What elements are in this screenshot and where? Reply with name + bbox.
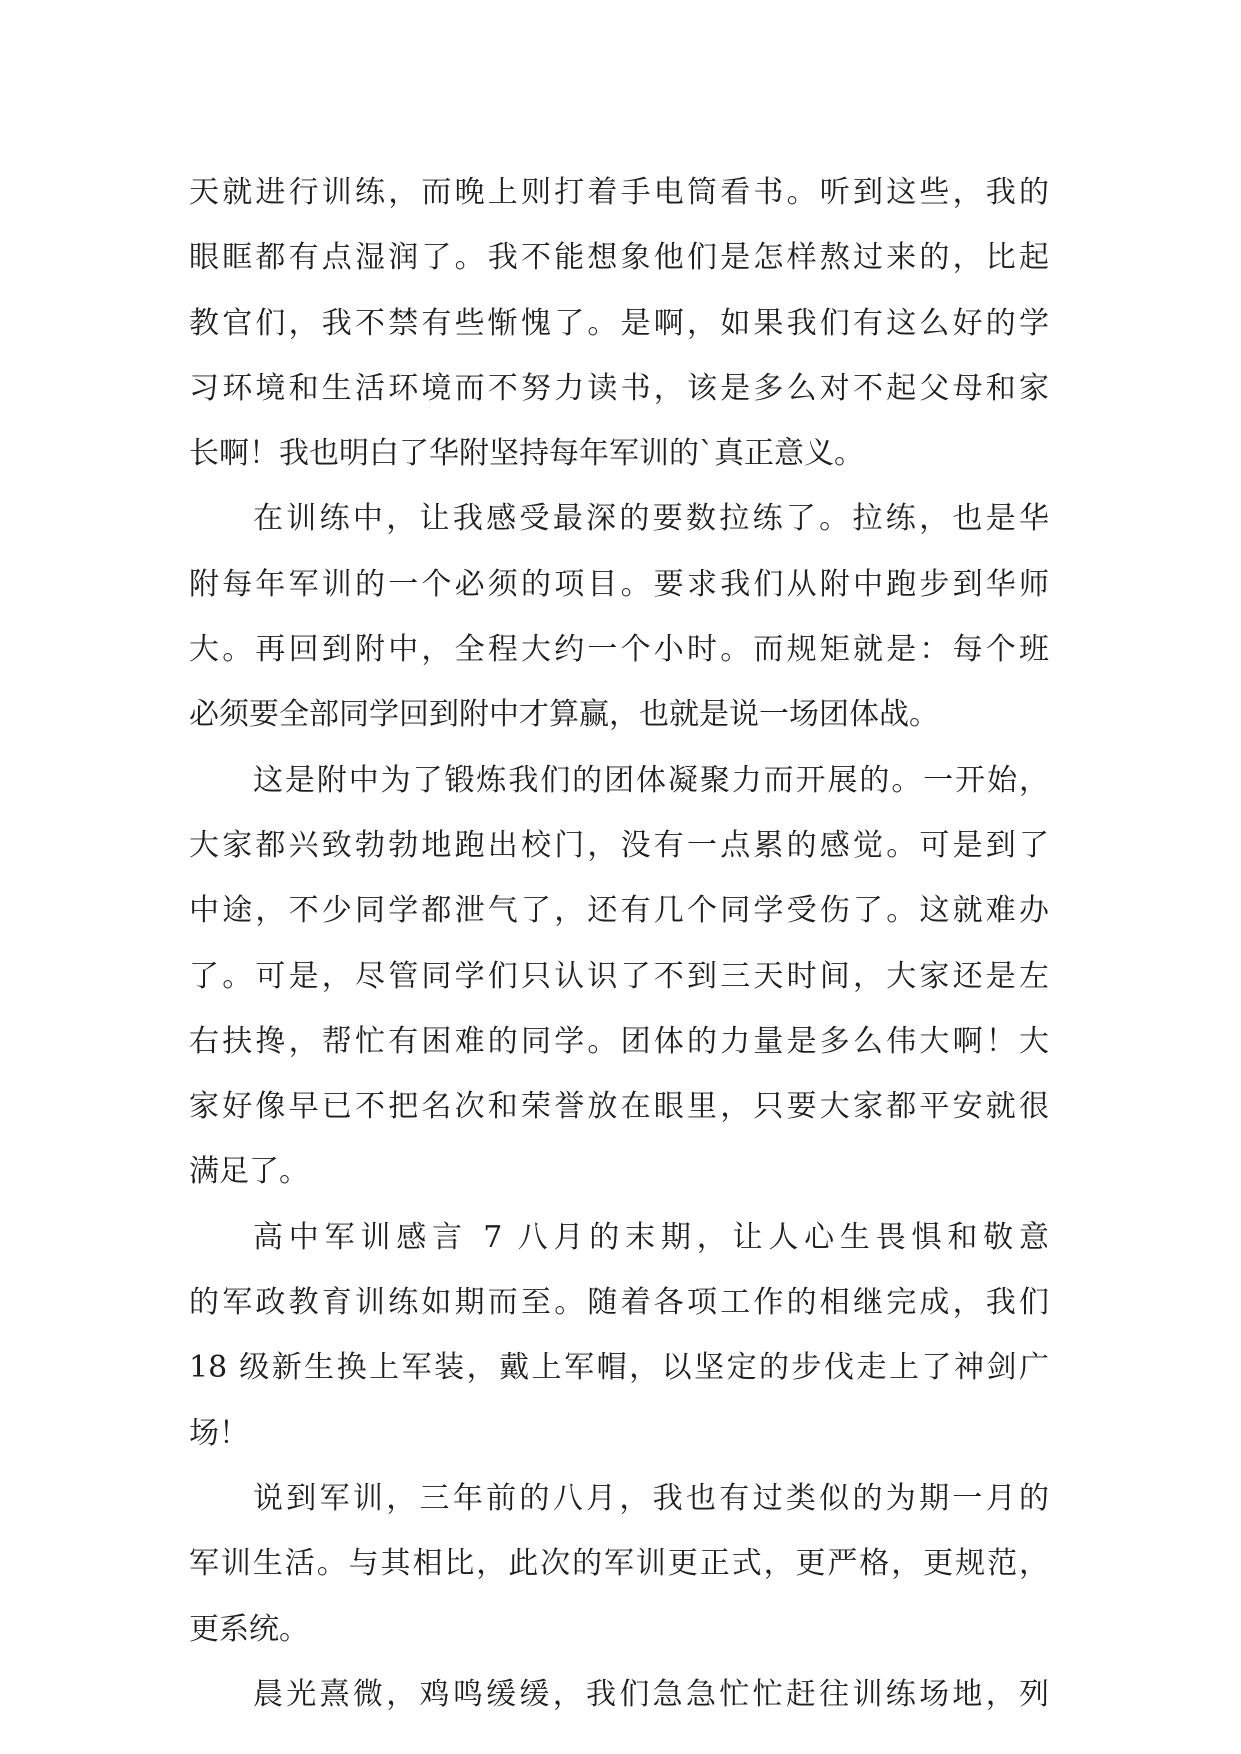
text-line: 这是附中为了锻炼我们的团体凝聚力而开展的。一开始，	[253, 762, 1049, 798]
text-line: 中途，不少同学都泄气了，还有几个同学受伤了。这就难办	[189, 893, 1049, 929]
document-body	[189, 160, 1049, 1727]
text-line: 长啊！我也明白了华附坚持每年军训的`真正意义。	[189, 436, 864, 472]
text-line: 更系统。	[189, 1611, 309, 1647]
text-line: 军训生活。与其相比，此次的军训更正式，更严格，更规范，	[189, 1546, 1049, 1582]
text-line: 大家都兴致勃勃地跑出校门，没有一点累的感觉。可是到了	[189, 827, 1049, 863]
text-line: 晨光熹微，鸡鸣缓缓，我们急急忙忙赶往训练场地，列	[253, 1676, 1049, 1712]
paragraph	[189, 160, 1049, 486]
text-line: 说到军训，三年前的八月，我也有过类似的为期一月的	[253, 1480, 1049, 1516]
text-line: 高中军训感言 7 八月的末期，让人心生畏惧和敬意	[253, 1219, 1049, 1255]
text-line: 天就进行训练，而晚上则打着手电筒看书。听到这些，我的	[189, 175, 1049, 210]
text-line: 满足了。	[189, 1154, 309, 1190]
text-line: 在训练中，让我感受最深的要数拉练了。拉练，也是华	[253, 501, 1049, 537]
text-line: 必须要全部同学回到附中才算赢，也就是说一场团体战。	[189, 697, 939, 733]
text-line: 的军政教育训练如期而至。随着各项工作的相继完成，我们	[189, 1285, 1049, 1321]
text-line: 附每年军训的一个必须的项目。要求我们从附中跑步到华师	[189, 566, 1049, 602]
text-line: 教官们，我不禁有些惭愧了。是啊，如果我们有这么好的学	[189, 305, 1049, 341]
text-line: 右扶搀，帮忙有困难的同学。团体的力量是多么伟大啊！大	[189, 1023, 1049, 1059]
paragraph	[189, 1205, 1049, 1466]
text-line: 家好像早已不把名次和荣誉放在眼里，只要大家都平安就很	[189, 1089, 1049, 1125]
paragraph	[189, 1466, 1049, 1662]
text-line: 场！	[189, 1415, 249, 1451]
text-line: 18 级新生换上军装，戴上军帽，以坚定的步伐走上了神剑广	[189, 1350, 1049, 1386]
text-line: 了。可是，尽管同学们只认识了不到三天时间，大家还是左	[189, 958, 1049, 994]
paragraph	[189, 486, 1049, 747]
paragraph	[189, 1662, 1049, 1727]
paragraph	[189, 748, 1049, 1205]
text-line: 习环境和生活环境而不努力读书，该是多么对不起父母和家	[189, 370, 1049, 406]
text-line: 眼眶都有点湿润了。我不能想象他们是怎样熬过来的，比起	[189, 240, 1049, 276]
text-line: 大。再回到附中，全程大约一个小时。而规矩就是：每个班	[189, 632, 1049, 668]
